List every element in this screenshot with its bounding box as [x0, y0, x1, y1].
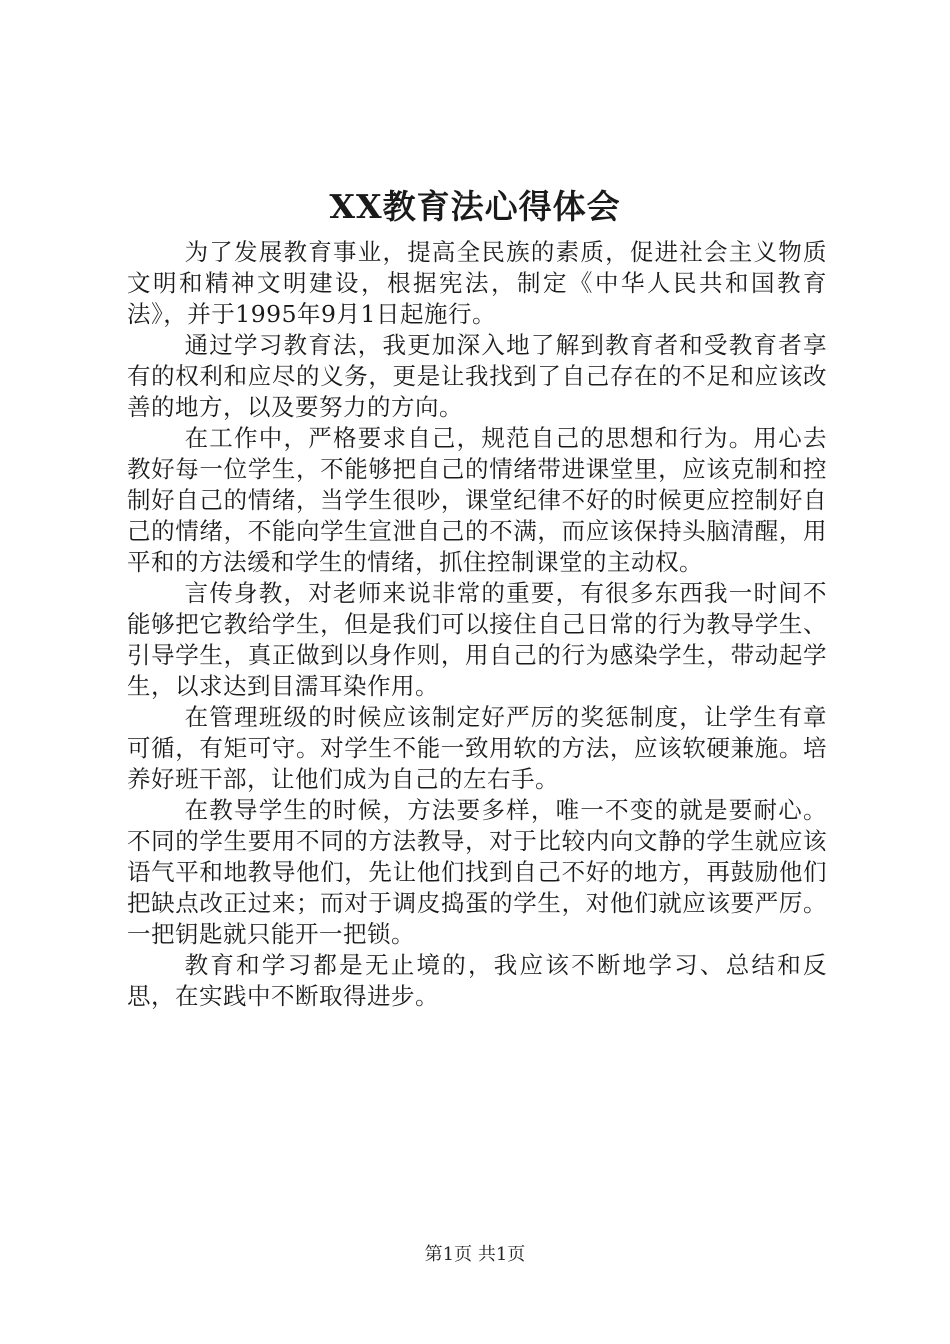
- page-footer: 第1页 共1页: [424, 1244, 526, 1265]
- document-body: [127, 237, 827, 1012]
- paragraph: 教育和学习都是无止境的，我应该不断地学习、总结和反思，在实践中不断取得进步。: [127, 951, 827, 1010]
- paragraph: 为了发展教育事业，提高全民族的素质，促进社会主义物质文明和精神文明建设，根据宪法，制定《中华人民共和国教育法》，并于1995年9月1日起施行。: [127, 238, 827, 328]
- paragraph: 在工作中，严格要求自己，规范自己的思想和行为。用心去教好每一位学生，不能够把自己的情绪带进课堂里，应该克制和控制好自己的情绪，当学生很吵，课堂纪律不好的时候更应控制好自己的情绪，不能向学生宣泄自己的不满，而应该保持头脑清醒，用平和的方法缓和学生的情绪，抓住控制课堂的主动权。: [127, 424, 827, 576]
- paragraph: 通过学习教育法，我更加深入地了解到教育者和受教育者享有的权利和应尽的义务，更是让我找到了自己存在的不足和应该改善的地方，以及要努力的方向。: [127, 331, 827, 421]
- document-title: XX教育法心得体会: [329, 187, 621, 226]
- paragraph: 在管理班级的时候应该制定好严厉的奖惩制度，让学生有章可循，有矩可守。对学生不能一致用软的方法，应该软硬兼施。培养好班干部，让他们成为自己的左右手。: [127, 703, 827, 793]
- paragraph: 在教导学生的时候，方法要多样，唯一不变的就是要耐心。不同的学生要用不同的方法教导，对于比较内向文静的学生就应该语气平和地教导他们，先让他们找到自己不好的地方，再鼓励他们把缺点改正过来；而对于调皮捣蛋的学生，对他们就应该要严厉。一把钥匙就只能开一把锁。: [127, 796, 827, 948]
- paragraph: 言传身教，对老师来说非常的重要，有很多东西我一时间不能够把它教给学生，但是我们可以接住自己日常的行为教导学生、引导学生，真正做到以身作则，用自己的行为感染学生，带动起学生，以求达到目濡耳染作用。: [127, 579, 827, 700]
